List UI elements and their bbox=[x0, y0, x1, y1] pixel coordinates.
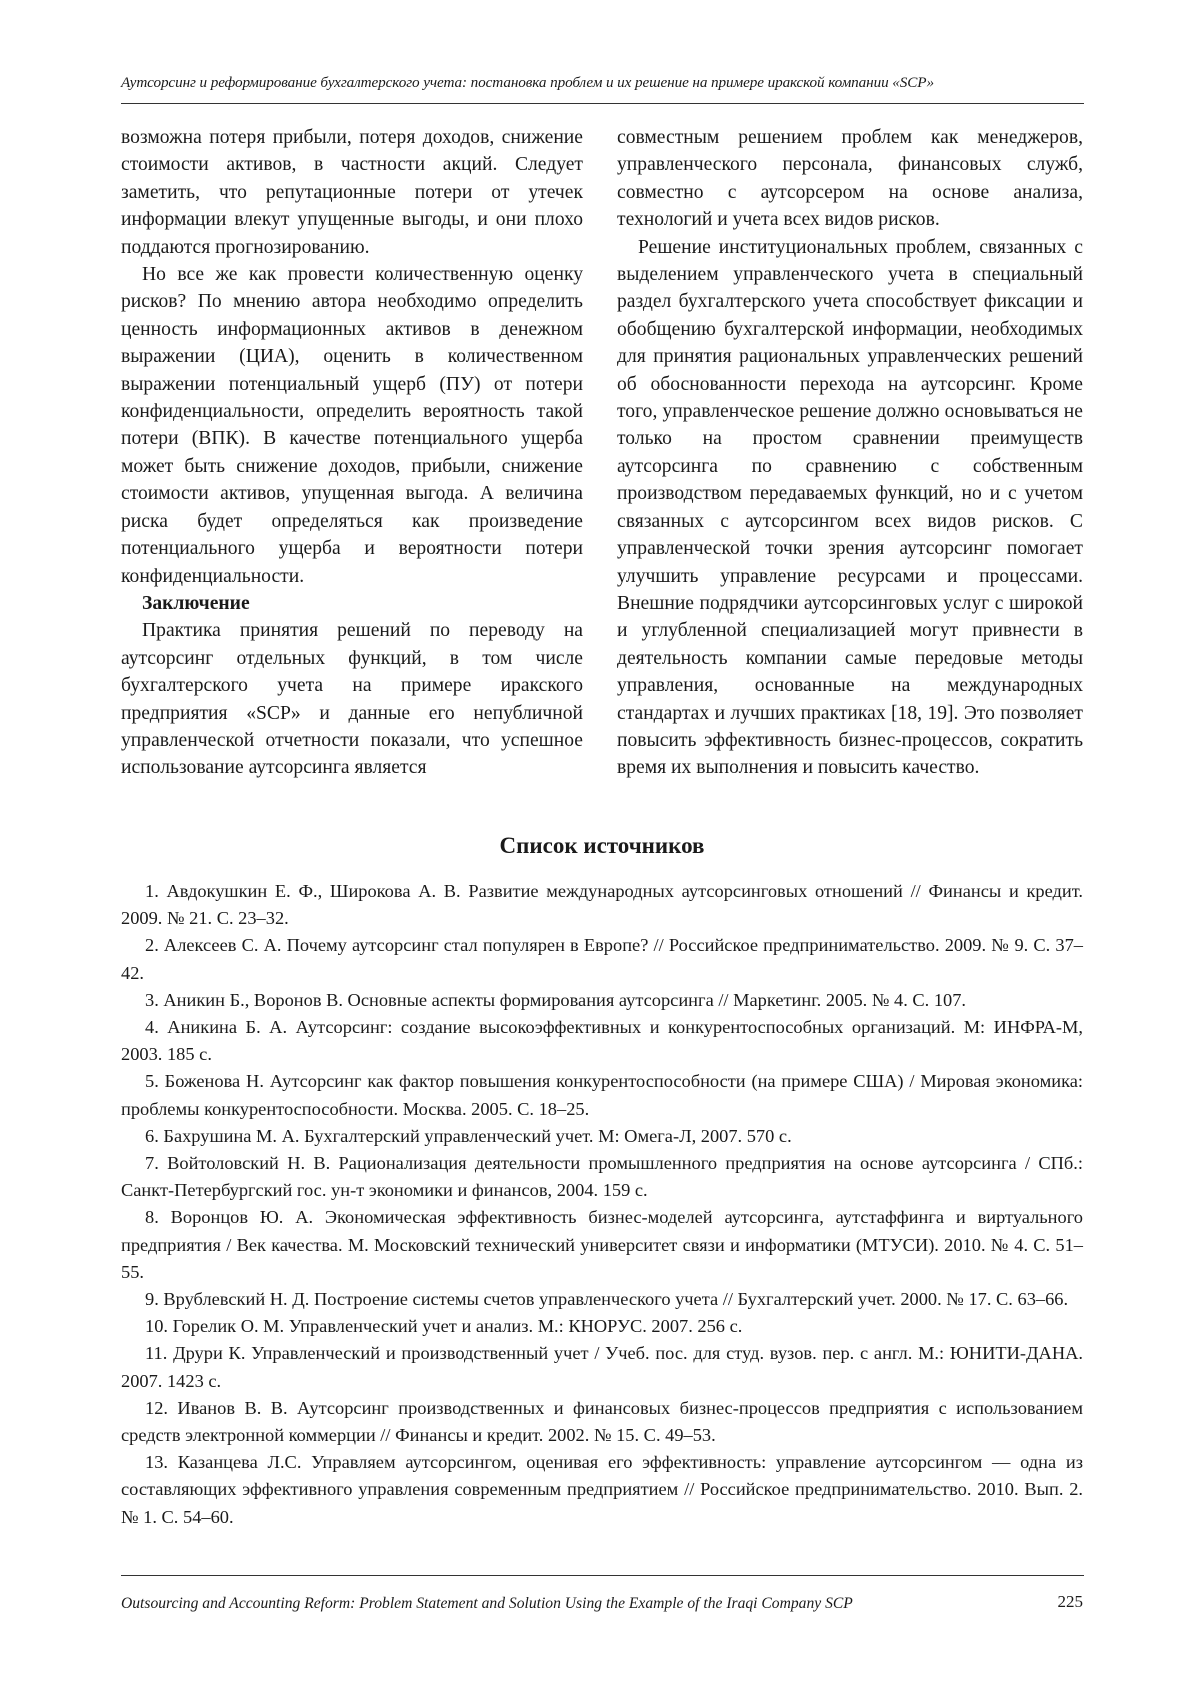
right-paragraph-1: совместным решением проблем как менеджеров, управленческого персонала, финансовых служб, совместно с аутсорсером на основе анализа, технологий и учета всех видов рисков. bbox=[617, 127, 1083, 231]
reference-item: 13. Казанцева Л.С. Управляем аутсорсингом, оценивая его эффективность: управление аутсорсингом — одна из составляющих эффективного управления современным предприятием // Российское предпринимательство. 2010. Вып. 2. № 1. С. 54–60. bbox=[121, 1452, 1083, 1527]
references-title: Список источников bbox=[499, 833, 705, 858]
left-column bbox=[121, 124, 583, 782]
reference-item: 12. Иванов В. В. Аутсорсинг производственных и финансовых бизнес-процессов предприятия с использованием средств электронной коммерции // Финансы и кредит. 2002. № 15. С. 49–53. bbox=[121, 1397, 1083, 1446]
left-paragraph-2: Но все же как провести количественную оценку рисков? По мнению автора необходимо определить ценность информационных активов в денежном выражении (ЦИА), оценить в количественном выражении потенциальный ущерб (ПУ) от потери конфиденциальности, определить вероятность такой потери (ВПК). В качестве потенциального ущерба может быть снижение доходов, прибыли, снижение стоимости активов, упущенная выгода. А величина риска будет определяться как произведение потенциального ущерба и вероятности потери конфиденциальности. bbox=[121, 264, 583, 587]
reference-item: 3. Аникин Б., Воронов В. Основные аспекты формирования аутсорсинга // Маркетинг. 2005. № 4. С. 107. bbox=[145, 989, 967, 1010]
right-column bbox=[617, 124, 1083, 782]
left-paragraph-3: Практика принятия решений по переводу на аутсорсинг отдельных функций, в том числе бухгалтерского учета на примере иракского предприятия «SCP» и данные его непубличной управленческой отчетности показали, что успешное использование аутсорсинга является bbox=[121, 620, 583, 779]
references-list bbox=[121, 878, 1083, 1531]
header-rule bbox=[121, 103, 1084, 104]
reference-item: 7. Войтоловский Н. В. Рационализация деятельности промышленного предприятия на основе аутсорсинга / СПб.: Санкт-Петербургский гос. ун-т экономики и финансов, 2004. 159 с. bbox=[121, 1153, 1083, 1201]
conclusion-heading: Заключение bbox=[142, 592, 250, 614]
reference-item: 4. Аникина Б. А. Аутсорсинг: создание высокоэффективных и конкурентоспособных организаций. М: ИНФРА-М, 2003. 185 с. bbox=[121, 1017, 1083, 1065]
reference-item: 5. Боженова Н. Аутсорсинг как фактор повышения конкурентоспособности (на примере США) / Мировая экономика: проблемы конкурентоспособности. Москва. 2005. С. 18–25. bbox=[121, 1071, 1083, 1119]
reference-item: 1. Авдокушкин Е. Ф., Широкова А. В. Развитие международных аутсорсинговых отношений // Финансы и кредит. 2009. № 21. С. 23–32. bbox=[121, 881, 1083, 929]
footer-rule bbox=[121, 1575, 1084, 1576]
reference-item: 11. Друри К. Управленческий и производственный учет / Учеб. пос. для студ. вузов. пер. с англ. М.: ЮНИТИ-ДАНА. 2007. 1423 с. bbox=[121, 1343, 1083, 1391]
reference-item: 10. Горелик О. М. Управленческий учет и анализ. М.: КНОРУС. 2007. 256 с. bbox=[145, 1316, 743, 1337]
left-paragraph-1: возможна потеря прибыли, потеря доходов, снижение стоимости активов, в частности акций. Следует заметить, что репутационные потери от утечек информации влекут упущенные выгоды, и они плохо поддаются прогнозированию. bbox=[121, 127, 583, 258]
running-header: Аутсорсинг и реформирование бухгалтерского учета: постановка проблем и их решение на примере иракской компании «SCP» bbox=[121, 74, 934, 91]
page-number: 225 bbox=[1057, 1592, 1083, 1611]
reference-item: 2. Алексеев С. А. Почему аутсорсинг стал популярен в Европе? // Российское предпринимательство. 2009. № 9. С. 37–42. bbox=[121, 935, 1083, 983]
reference-item: 8. Воронцов Ю. А. Экономическая эффективность бизнес-моделей аутсорсинга, аутстаффинга и виртуального предприятия / Век качества. М. Московский технический университет связи и информатики (МТУСИ). 2010. № 4. С. 51–55. bbox=[121, 1207, 1083, 1282]
footer-english-title: Outsourcing and Accounting Reform: Problem Statement and Solution Using the Example of the Iraqi Company SCP bbox=[121, 1595, 853, 1612]
reference-item: 9. Врублевский Н. Д. Построение системы счетов управленческого учета // Бухгалтерский учет. 2000. № 17. С. 63–66. bbox=[145, 1289, 1069, 1310]
reference-item: 6. Бахрушина М. А. Бухгалтерский управленческий учет. М: Омега-Л, 2007. 570 с. bbox=[145, 1125, 792, 1146]
right-paragraph-2: Решение институциональных проблем, связанных с выделением управленческого учета в специальный раздел бухгалтерского учета способствует фиксации и обобщению бухгалтерской информации, необходимых для принятия рациональных управленческих решений об обоснованности перехода на аутсорсинг. Кроме того, управленческое решение должно основываться не только на простом сравнении преимуществ аутсорсинга по сравнению с собственным производством передаваемых функций, но и с учетом связанных с аутсорсингом всех видов рисков. С управленческой точки зрения аутсорсинг помогает улучшить управление ресурсами и процессами. Внешние подрядчики аутсорсинговых услуг с широкой и углубленной специализацией могут привнести в деятельность компании самые передовые методы управления, основанные на международных стандартах и лучших практиках [18, 19]. Это позволяет повысить эффективность бизнес-процессов, сократить время их выполнения и повысить качество. bbox=[617, 236, 1083, 779]
